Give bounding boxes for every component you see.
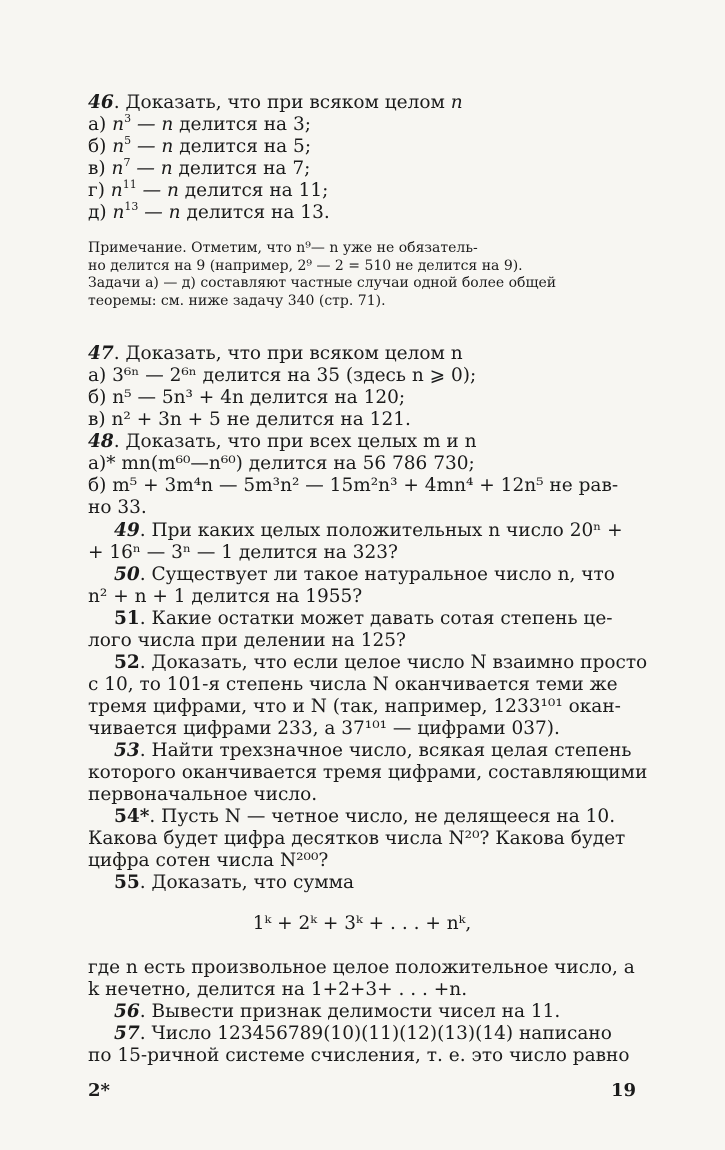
problem-55-line-2: где n есть произвольное целое положительное число, а <box>88 957 635 978</box>
formula: 1ᵏ + 2ᵏ + 3ᵏ + . . . + nᵏ, <box>252 913 472 934</box>
problem-53-line-3: первоначальное число. <box>88 784 318 805</box>
note-line: Задачи а) — д) составляют частные случаи одной более общей <box>88 275 557 291</box>
problem-46-item-d <box>88 177 636 202</box>
problem-46-stem <box>88 92 636 114</box>
item-label: в) <box>88 158 112 179</box>
problem-number: 49 <box>114 520 140 541</box>
problem-46 <box>88 92 636 224</box>
problem-number: 47 <box>88 343 114 364</box>
expr-base: n <box>112 136 125 157</box>
expr-pow: 7 <box>123 155 131 169</box>
problem-text: . Доказать, что сумма <box>139 872 355 893</box>
problem-51-line-1 <box>88 608 636 630</box>
problem-text: . Число 123456789(10)(11)(12)(13)(14) написано <box>139 1023 612 1044</box>
problem-text: . Вывести признак делимости чисел на 11. <box>139 1001 561 1022</box>
problem-52-line-1 <box>88 652 648 674</box>
problem-52-line-2: с 10, то 101-я степень числа N оканчивается теми же <box>88 674 618 695</box>
variable: n <box>450 92 463 113</box>
signature-mark: 2* <box>88 1080 110 1101</box>
problem-text: . Пусть N — четное число, не делящееся на 10. <box>149 806 616 827</box>
item-label: д) <box>88 202 113 223</box>
problem-47-stem <box>88 343 636 365</box>
problem-number: 53 <box>114 740 140 761</box>
problem-number: 52 <box>114 652 140 673</box>
problem-48-item-b-cont: но 33. <box>88 497 147 518</box>
problem-number: 56 <box>114 1001 140 1022</box>
problem-53-line-1 <box>88 740 636 762</box>
problem-52-line-4: чивается цифрами 233, а 37¹⁰¹ — цифрами 037). <box>88 718 560 739</box>
problem-54-line-3: цифра сотен числа N²⁰⁰? <box>88 850 329 871</box>
item-label: б) <box>88 136 113 157</box>
stem-text: . Доказать, что при всяком целом n <box>113 343 463 364</box>
problem-text: . Какие остатки может давать сотая степень це- <box>139 608 613 629</box>
item-label: г) <box>88 180 111 201</box>
page-footer <box>88 1080 636 1101</box>
problem-text: . Найти трехзначное число, всякая целая степень <box>139 740 632 761</box>
problem-55-formula <box>88 913 636 935</box>
problem-47-item-a: а) 3⁶ⁿ — 2⁶ⁿ делится на 35 (здесь n ⩾ 0); <box>88 365 477 386</box>
problem-55-stem <box>88 872 636 894</box>
problem-46-item-c <box>88 155 636 180</box>
expr-rest: — n <box>130 158 173 179</box>
problem-46-note <box>88 240 636 310</box>
problem-47-item-b: б) n⁵ — 5n³ + 4n делится на 120; <box>88 387 406 408</box>
problem-48-stem <box>88 431 636 453</box>
stem-text: . Доказать, что при всех целых m и n <box>113 431 477 452</box>
expr-pow: 5 <box>124 133 132 147</box>
problem-number: 50 <box>114 564 140 585</box>
problem-50-line-2: n² + n + 1 делится на 1955? <box>88 586 363 607</box>
item-text: делится на 3; <box>173 114 311 135</box>
problem-number: 55 <box>114 872 140 893</box>
problem-46-item-e <box>88 199 636 224</box>
expr-base: n <box>112 202 125 223</box>
expr-pow: 3 <box>124 111 132 125</box>
expr-base: n <box>110 180 123 201</box>
problem-57-line-2: по 15-ричной системе счисления, т. е. это число равно <box>88 1045 630 1066</box>
problem-48-item-b: б) m⁵ + 3m⁴n — 5m³n² — 15m²n³ + 4mn⁴ + 12n⁵ не рав- <box>88 475 619 496</box>
item-text: делится на 11; <box>178 180 329 201</box>
expr-pow: 11 <box>122 177 137 191</box>
item-label: а) <box>88 114 113 135</box>
problem-46-item-b <box>88 133 636 158</box>
problem-50-line-1 <box>88 564 636 586</box>
page-number: 19 <box>610 1080 636 1101</box>
note-line: теоремы: см. ниже задачу 340 (стр. 71). <box>88 292 386 309</box>
note-line: Примечание. Отметим, что n⁹— n уже не обязатель- <box>88 240 478 256</box>
problem-51-line-2: лого числа при делении на 125? <box>88 630 406 651</box>
problem-number: 54* <box>114 806 150 827</box>
problem-47 <box>88 343 636 431</box>
expr-base: n <box>111 158 124 179</box>
problem-55-line-3: k нечетно, делится на 1+2+3+ . . . +n. <box>88 979 468 1000</box>
problem-48 <box>88 431 636 519</box>
problem-46-item-a <box>88 111 636 136</box>
note-line: но делится на 9 (например, 2⁹ — 2 = 510 не делится на 9). <box>88 257 523 274</box>
expr-rest: — n <box>136 180 179 201</box>
expr-rest: — n <box>138 202 181 223</box>
problem-47-item-c: в) n² + 3n + 5 не делится на 121. <box>88 409 411 430</box>
problem-text: . Существует ли такое натуральное число n, что <box>139 564 615 585</box>
expr-base: n <box>112 114 125 135</box>
problem-text: . Доказать, что если целое число N взаимно просто <box>139 652 648 673</box>
problem-54-line-2: Какова будет цифра десятков числа N²⁰? Какова будет <box>88 828 626 849</box>
problems-49-54 <box>88 520 648 894</box>
expr-rest: — n <box>131 136 174 157</box>
problem-number: 51 <box>114 608 140 629</box>
stem-text: . Доказать, что при всяком целом <box>113 92 451 113</box>
problem-number: 57 <box>114 1023 140 1044</box>
problem-number: 46 <box>88 92 114 113</box>
problem-53-line-2: которого оканчивается тремя цифрами, составляющими <box>88 762 648 783</box>
problem-57-line-1 <box>88 1023 636 1045</box>
item-text: делится на 13. <box>180 202 330 223</box>
item-text: делится на 7; <box>172 158 311 179</box>
problem-56-line-1 <box>88 1001 636 1023</box>
problem-number: 48 <box>88 431 114 452</box>
item-text: делится на 5; <box>173 136 312 157</box>
problem-49-line-2: + 16ⁿ — 3ⁿ — 1 делится на 323? <box>88 542 398 563</box>
expr-pow: 13 <box>124 199 139 213</box>
problem-49-line-1 <box>88 520 636 542</box>
problem-54-line-1 <box>88 806 636 828</box>
problem-52-line-3: тремя цифрами, что и N (так, например, 1233¹⁰¹ окан- <box>88 696 621 717</box>
expr-rest: — n <box>131 114 174 135</box>
problem-text: . При каких целых положительных n число 20ⁿ + <box>139 520 623 541</box>
problems-55-57 <box>88 957 636 1067</box>
problem-48-item-a: а)* mn(m⁶⁰—n⁶⁰) делится на 56 786 730; <box>88 453 475 474</box>
